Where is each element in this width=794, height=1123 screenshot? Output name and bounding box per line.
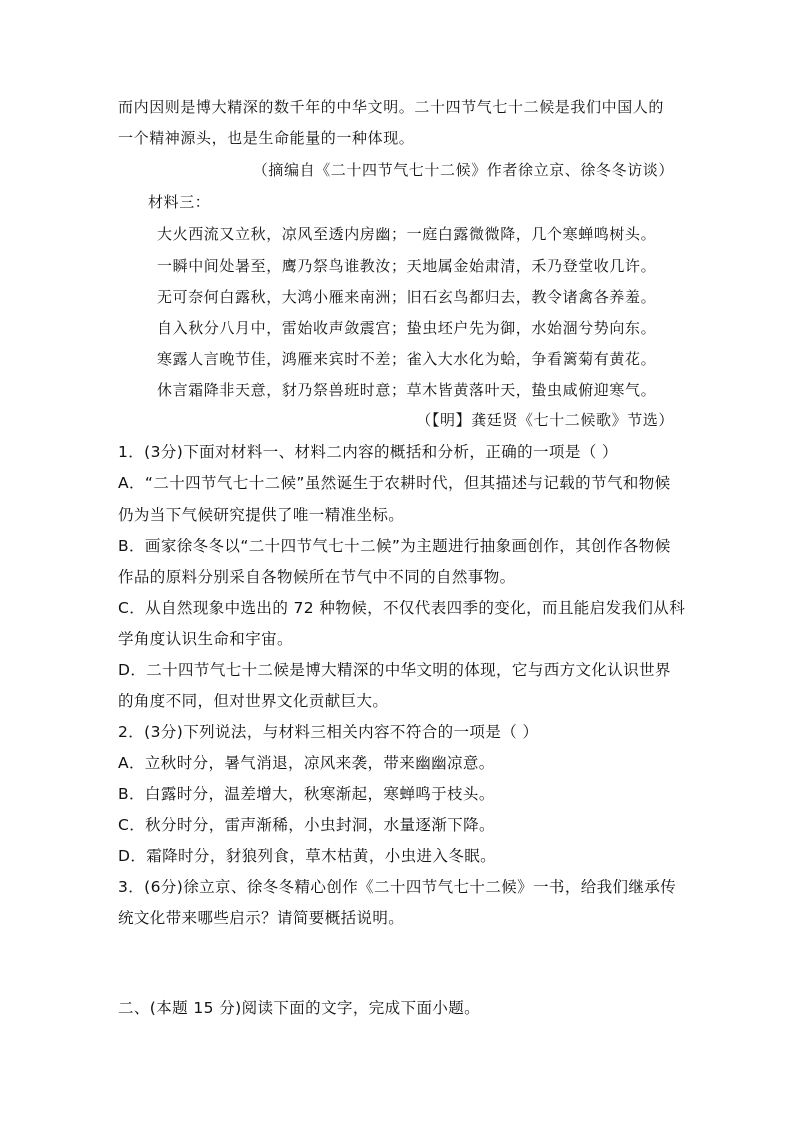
passage-line-2: 一个精神源头，也是生命能量的一种体现。 <box>118 129 415 147</box>
question-2-option-b: B．白露时分，温差增大，秋寒渐起，寒蝉鸣于枝头。 <box>118 785 495 803</box>
question-2-option-d: D．霜降时分，豺狼列食，草木枯黄，小虫进入冬眠。 <box>118 847 497 865</box>
question-1-option-d: D．二十四节气七十二候是博大精深的中华文明的体现，它与西方文化认识世界 <box>118 661 671 679</box>
question-1-option-b: B．画家徐冬冬以“二十四节气七十二候”为主题进行抽象画创作，其创作各物候 <box>118 537 671 555</box>
question-1-stem: 1．(3分)下面对材料一、材料二内容的概括和分析，正确的一项是（ ） <box>118 443 618 461</box>
question-1-option-c: C．从自然现象中选出的 72 种物候，不仅代表四季的变化，而且能启发我们从科 <box>118 599 686 617</box>
question-2-stem: 2．(3分)下列说法，与材料三相关内容不符合的一项是（ ） <box>118 723 539 741</box>
material3-heading: 材料三： <box>148 193 211 211</box>
poem-line: 无可奈何白露秋，大鸿小雁来南洲；旧石玄鸟都归去，教令诸禽各养羞。 <box>157 288 657 306</box>
poem-line: 大火西流又立秋，凉风至透内房幽；一庭白露微微降，几个寒蝉鸣树头。 <box>157 225 657 243</box>
passage-source: （摘编自《二十四节气七十二候》作者徐立京、徐冬冬访谈） <box>252 161 674 179</box>
question-1-option-a-cont: 仍为当下气候研究提供了唯一精准坐标。 <box>118 506 405 524</box>
question-3-stem: 3．(6分)徐立京、徐冬冬精心创作《二十四节气七十二候》一书，给我们继承传 <box>118 878 677 896</box>
poem-line: 自入秋分八月中，雷始收声敛震宫；蛰虫坯户先为御，水始涸兮势向东。 <box>157 319 657 337</box>
question-3-stem-cont: 统文化带来哪些启示？请简要概括说明。 <box>118 909 405 927</box>
poem-line: 寒露人言晚节佳，鸿雁来宾时不差；雀入大水化为蛤，争看篱菊有黄花。 <box>157 350 657 368</box>
section-2-heading: 二、(本题 15 分)阅读下面的文字，完成下面小题。 <box>118 999 481 1017</box>
poem-source: （【明】龚廷贤《七十二候歌》节选） <box>416 411 674 429</box>
question-1-option-b-cont: 作品的原料分别采自各物候所在节气中不同的自然事物。 <box>118 568 516 586</box>
question-2-option-a: A．立秋时分，暑气消退，凉风来袭，带来幽幽凉意。 <box>118 754 495 772</box>
poem-line: 休言霜降非天意，豺乃祭兽班时意；草木皆黄落叶天，蛰虫咸俯迎寒气。 <box>157 381 657 399</box>
question-1-option-a: A．“二十四节气七十二候”虽然诞生于农耕时代，但其描述与记载的节气和物候 <box>118 474 671 492</box>
question-1-option-c-cont: 学角度认识生命和宇宙。 <box>118 630 293 648</box>
passage-line-1: 而内因则是博大精深的数千年的中华文明。二十四节气七十二候是我们中国人的 <box>118 98 665 116</box>
question-2-option-c: C．秋分时分，雷声渐稀，小虫封洞，水量逐渐下降。 <box>118 816 495 834</box>
question-1-option-d-cont: 的角度不同，但对世界文化贡献巨大。 <box>118 692 389 710</box>
poem-line: 一瞬中间处暑至，鹰乃祭鸟谁教汝；天地属金始肃清，禾乃登堂收几许。 <box>157 257 657 275</box>
